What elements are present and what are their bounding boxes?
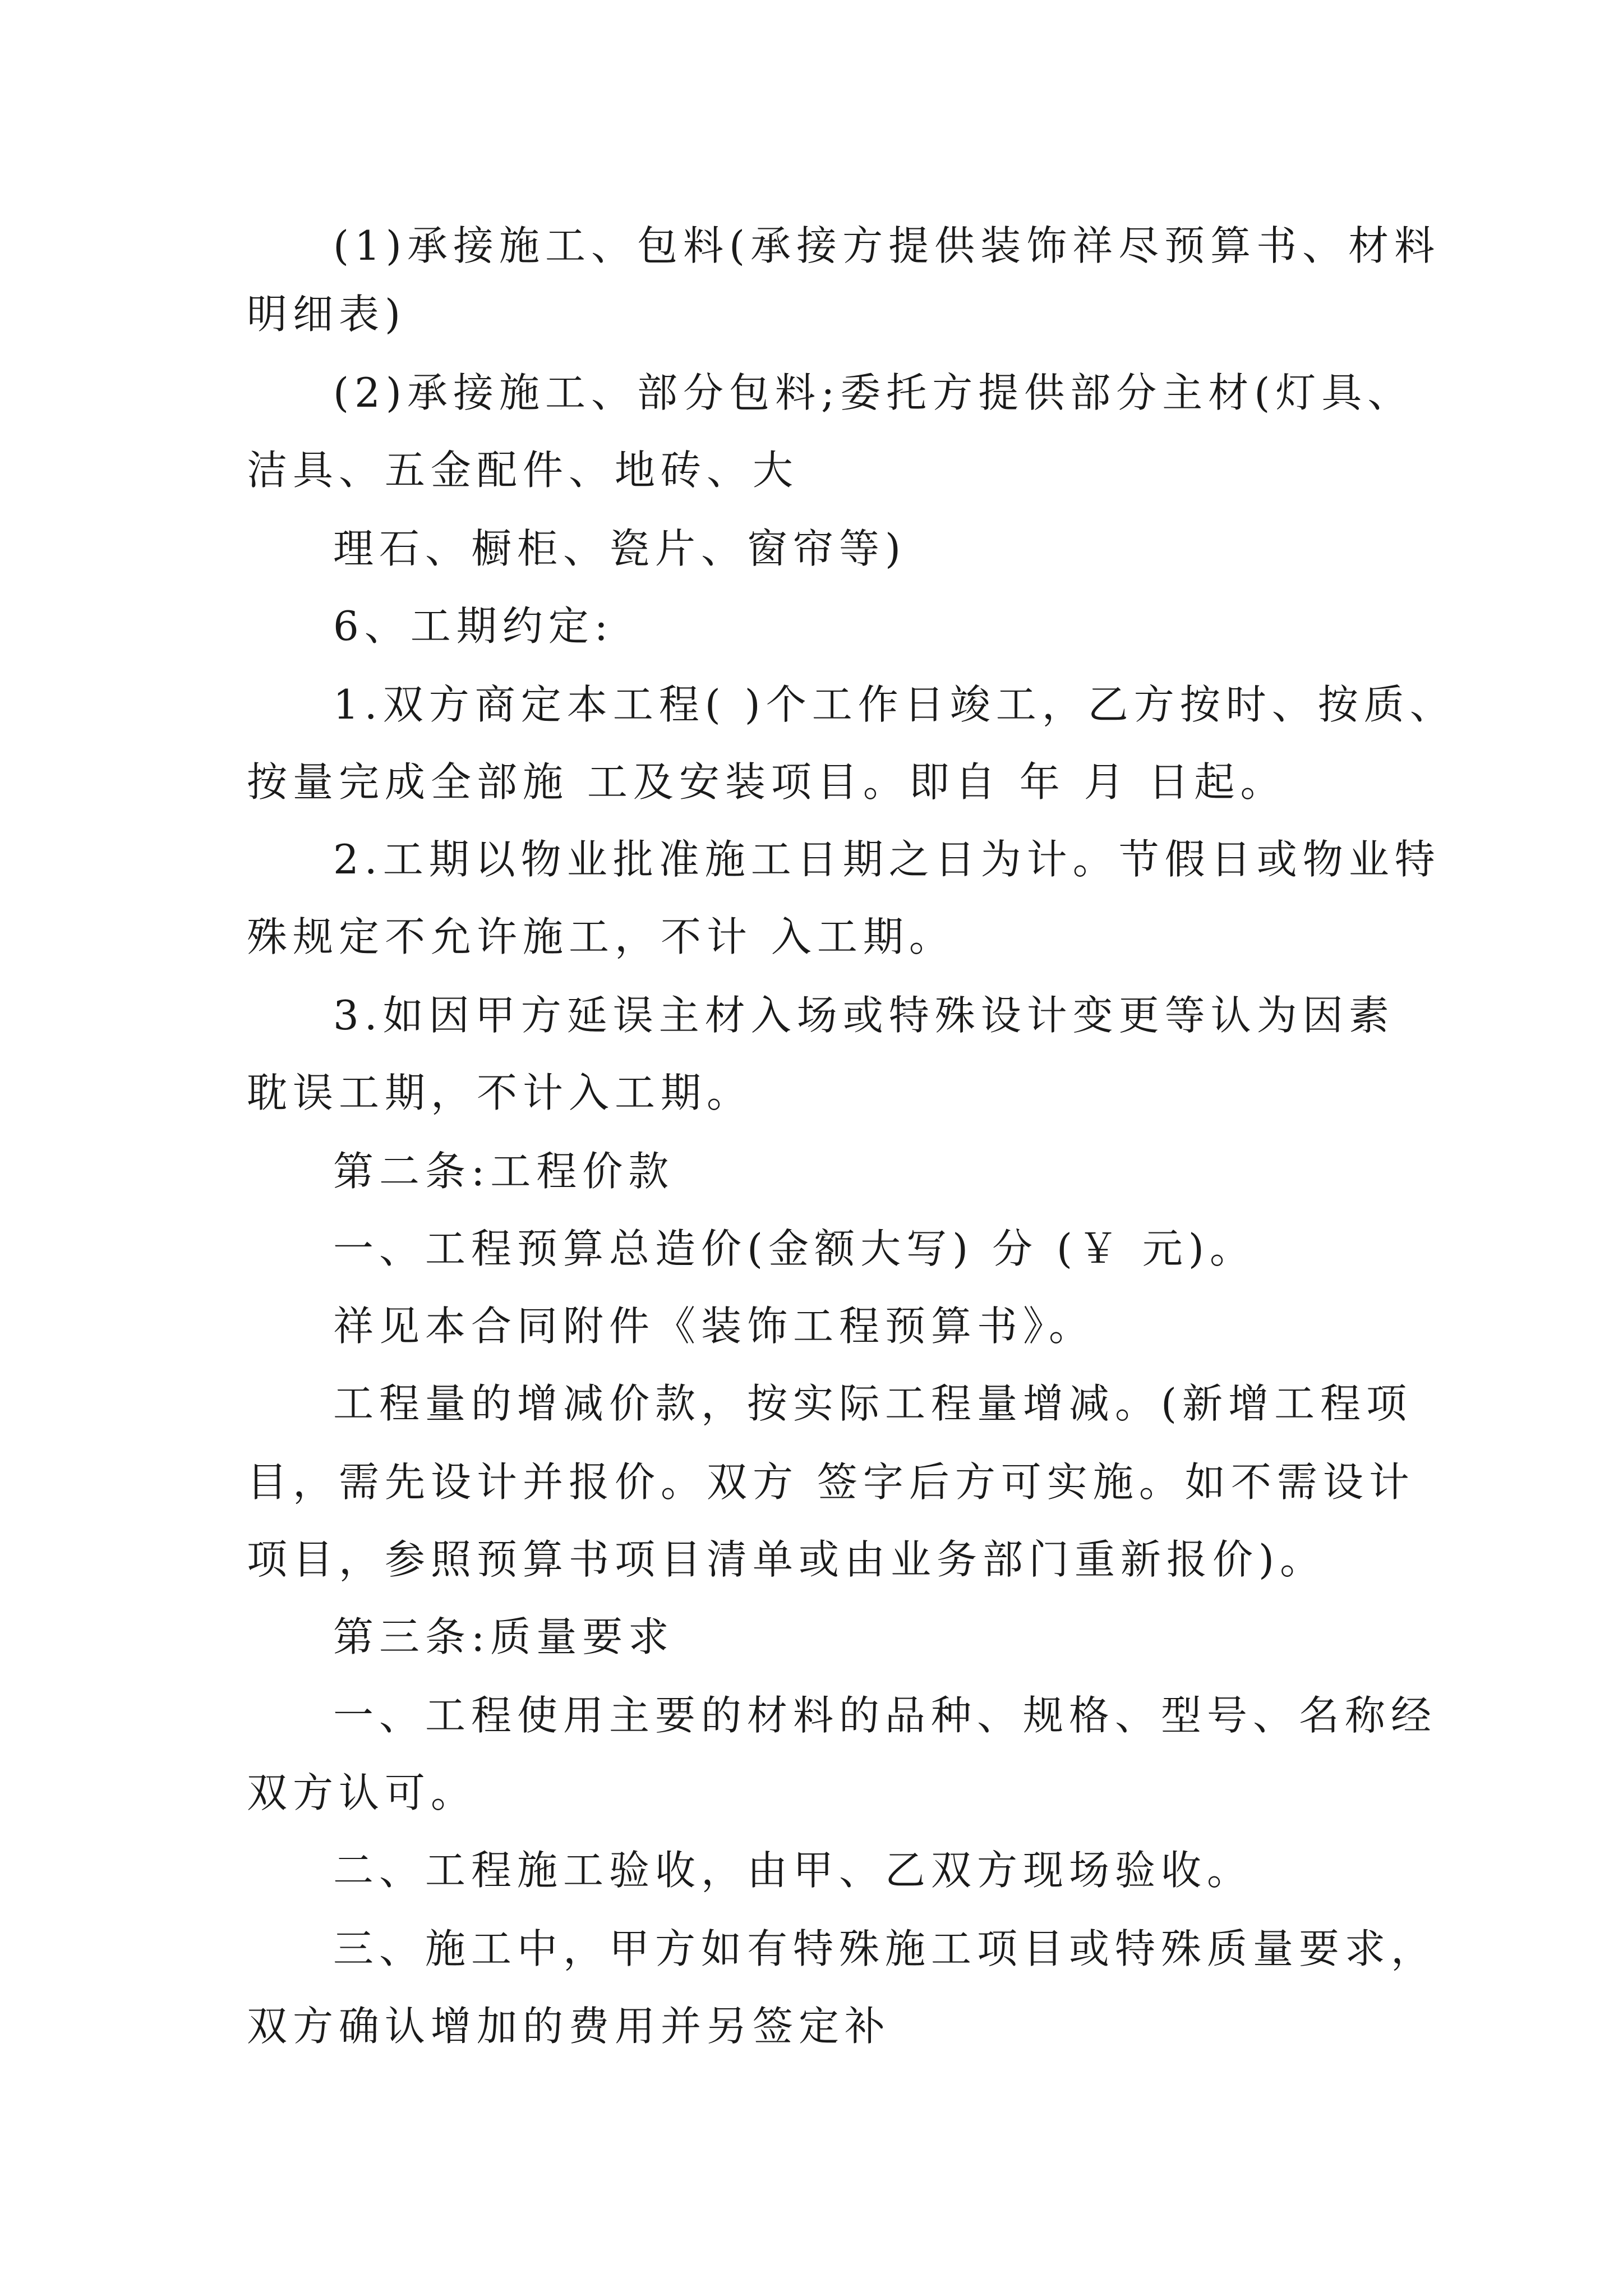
text-line: 理石、橱柜、瓷片、窗帘等) — [333, 525, 907, 572]
text-line: 双方认可。 — [247, 1769, 477, 1816]
text-line: 项目，参照预算书项目清单或由业务部门重新报价)。 — [247, 1536, 1326, 1583]
text-line: 1.双方商定本工程( )个工作日竣工，乙方按时、按质、 — [333, 681, 1456, 728]
text-line: 二、工程施工验收，由甲、乙双方现场验收。 — [333, 1847, 1253, 1894]
text-line: 一、工程使用主要的材料的品种、规格、型号、名称经 — [333, 1692, 1437, 1739]
text-line: 洁具、五金配件、地砖、大 — [247, 447, 799, 494]
text-line: 一、工程预算总造价(金额大写) 分 (￥ 元)。 — [333, 1225, 1256, 1272]
text-line: (2)承接施工、部分包料;委托方提供部分主材(灯具、 — [333, 369, 1414, 416]
text-line: 明细表) — [247, 291, 407, 338]
text-line: 双方确认增加的费用并另签定补 — [247, 2003, 891, 2050]
text-line: 殊规定不允许施工，不计 入工期。 — [247, 913, 955, 960]
section-heading: 第三条:质量要求 — [333, 1613, 675, 1660]
text-line: 工程量的增减价款，按实际工程量增减。(新增工程项 — [333, 1380, 1413, 1427]
text-line: 2.工期以物业批准施工日期之日为计。节假日或物业特 — [333, 836, 1441, 883]
text-line: 按量完成全部施 工及安装项目。即自 年 月 日起。 — [247, 758, 1287, 806]
text-line: 祥见本合同附件《装饰工程预算书》。 — [333, 1303, 1095, 1350]
text-line: 目，需先设计并报价。双方 签字后方可实施。如不需设计 — [247, 1458, 1415, 1506]
text-line: 3.如因甲方延误主材入场或特殊设计变更等认为因素 — [333, 992, 1395, 1039]
section-heading: 6、工期约定: — [333, 602, 614, 650]
text-line: (1)承接施工、包料(承接方提供装饰祥尽预算书、材料 — [333, 222, 1441, 269]
text-line: 三、施工中，甲方如有特殊施工项目或特殊质量要求， — [333, 1925, 1437, 1972]
text-line: 耽误工期，不计入工期。 — [247, 1069, 753, 1116]
section-heading: 第二条:工程价款 — [333, 1148, 675, 1195]
